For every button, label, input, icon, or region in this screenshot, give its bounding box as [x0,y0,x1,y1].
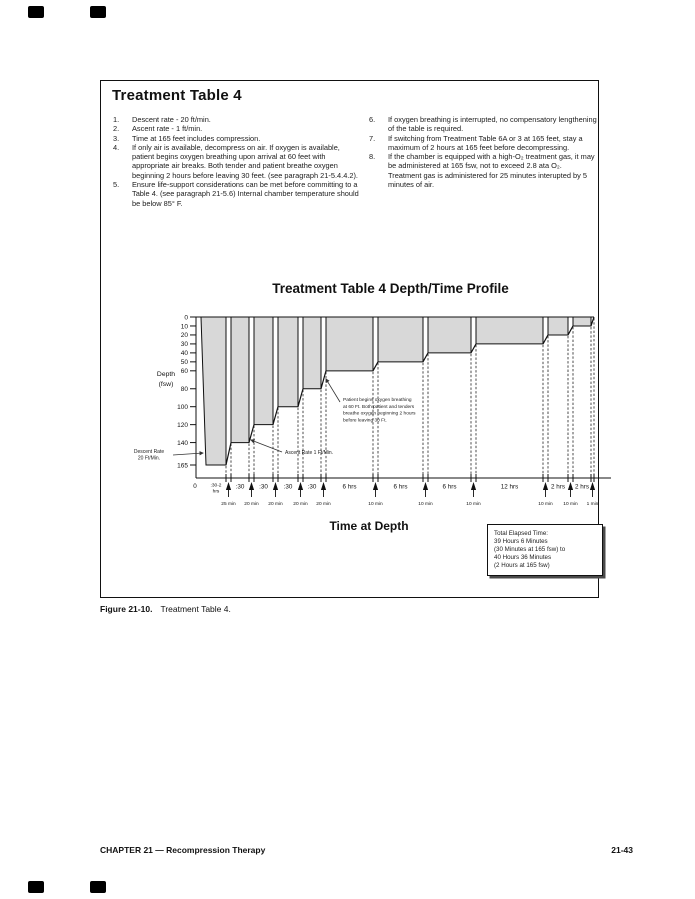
time-at-depth-label: :30 [235,483,245,491]
footer-page-number: 21-43 [611,845,633,855]
depth-segment-60fsw [326,317,373,371]
oxygen-note: Patient begins oxygen breathing [343,398,412,403]
note-number: 6. [369,115,376,124]
depth-axis-ticks [177,314,196,469]
depth-segment-20fsw [548,317,568,335]
note-number: 3. [113,133,120,143]
depth-axis-title-line: (fsw) [158,381,174,388]
depth-tick-label: 165 [177,462,188,470]
note-item [369,115,597,134]
time-at-depth-label: hrs [212,489,220,495]
depth-segment-80fsw [303,317,321,389]
note-number: 2. [113,124,120,134]
time-at-depth-label: :30 [259,483,268,491]
depth-segment-165fsw [201,317,226,465]
depth-segment-140fsw [231,317,249,443]
time-at-depth-label: :30-2 [210,483,222,489]
note-item [369,134,597,153]
scan-mark [28,6,44,18]
time-at-depth-label: 6 hrs [442,483,457,491]
note-text: If oxygen breathing is interrupted, no compensatory lengthening of the table is required. [388,115,597,134]
time-at-depth-label: 2 hrs [551,483,565,491]
figure-caption-label: Figure 21-10. [100,604,153,614]
descent-rate-note: 20 Ft/Min. [137,455,161,462]
depth-tick-label: 20 [180,332,188,340]
ascent-arrow [423,482,428,490]
ascent-arrow [373,482,378,490]
ascent-arrow [568,482,573,490]
depth-tick-label: 120 [177,421,188,429]
note-text: If the chamber is equipped with a high-O₂ treatment gas, it may be administered at 165 fsw, not to exceed 2.8 ata O₂. Treatment gas is administered for 25 minutes interupted by 5 minutes of air. [388,152,595,190]
ascent-time-label: 20 min [293,502,308,507]
time-axis-title [329,519,408,533]
ascent-time-label: 10 min [466,502,481,507]
ascent-time-label: 20 min [316,502,331,507]
profile-area [201,317,591,465]
ascent-time-label: 10 min [563,502,578,507]
depth-tick-label: 10 [180,323,188,331]
ascent-arrow [273,482,278,490]
page-footer [100,845,633,855]
depth-segment-40fsw [428,317,471,353]
ascent-time-label: 10 min [538,502,553,507]
ascent-time-label: 10 min [368,502,383,507]
footer-chapter-title: CHAPTER 21 — Recompression Therapy [100,845,266,855]
figure-caption-text: Treatment Table 4. [160,604,231,614]
note-text: Time at 165 feet includes compression. [132,133,261,143]
ascent-arrow [249,482,254,490]
ascent-arrow [590,482,595,490]
ascent-time-label: 1 min [586,502,599,507]
note-text: Descent rate - 20 ft/min. [132,115,211,124]
total-elapsed-time-box [487,524,603,576]
time-at-depth-label: 6 hrs [342,483,357,491]
depth-tick-label: 140 [177,439,188,447]
annotations [134,379,416,462]
elapsed-line: 40 Hours 36 Minutes [494,554,552,561]
depth-tick-label: 40 [180,350,188,358]
figure-caption [100,604,231,614]
note-number: 8. [369,152,376,162]
scan-mark [28,881,44,893]
ascent-time-label: 20 min [268,502,283,507]
elapsed-line: (2 Hours at 165 fsw) [494,562,550,569]
oxygen-note: breathe oxygen beginning 2 hours [343,411,416,417]
depth-axis-title-line: Depth [156,371,176,378]
ascent-time-label: 10 min [418,502,433,507]
figure-box-title: Treatment Table 4 [112,87,242,104]
ascent-time-label: 25 min [221,502,236,507]
ascent-time-label: 20 min [244,502,259,507]
chart-title: Treatment Table 4 Depth/Time Profile [272,281,509,296]
time-at-depth-label: 2 hrs [575,483,589,491]
ascent-arrow [471,482,476,490]
note-item [113,134,363,143]
scan-mark [90,6,106,18]
elapsed-line: 39 Hours 6 Minutes [494,538,548,545]
ascent-arrow [226,482,231,490]
depth-segment-50fsw [378,317,423,362]
depth-segment-10fsw [573,317,591,326]
depth-axis-title [157,371,175,388]
depth-tick-label: 80 [180,386,188,394]
notes-left-column [113,115,363,208]
note-item [369,152,597,189]
depth-tick-label: 100 [177,403,188,411]
note-text: If only air is available, decompress on air. If oxygen is available, patient begins oxygen breathing upon arrival at 60 feet with appropriate air breaks. Both tender and patient breathe oxygen beginning 2 hours before leaving 30 feet. (see paragraph 21-5.4.4.2). [132,142,358,180]
note-text: If switching from Treatment Table 6A or 3 at 165 feet, stay a maximum of 2 hours at 165 feet before decompressing. [388,133,583,152]
note-item [113,124,363,133]
notes-right-column [369,115,597,189]
elapsed-line: (30 Minutes at 165 fsw) to [494,546,566,553]
descent-rate-note: Descent Rate [133,449,165,455]
note-text: Ensure life-support considerations can be met before committing to a Table 4. (see paragraph 21-5.6) Internal chamber temperature should be below 85° F. [132,180,359,208]
scan-mark [90,881,106,893]
oxygen-note: before leaving 30 Ft. [343,418,387,424]
elapsed-line: Total Elapsed Time: [494,530,548,537]
note-text: Ascent rate - 1 ft/min. [132,124,203,134]
time-at-depth-label: 12 hrs [500,483,519,491]
depth-tick-label: 0 [184,314,188,322]
ascent-rate-note: Ascent Rate 1 Ft/Min. [285,450,334,456]
depth-segment-120fsw [254,317,273,425]
note-item [113,115,363,124]
ascent-arrow [298,482,303,490]
oxygen-note: at 60 Ft. Both patient and tenders [343,404,415,410]
treatment-table-figure-box [100,80,599,598]
time-at-depth-label: :30 [307,483,317,491]
time-at-depth-label: 6 hrs [393,483,408,491]
depth-tick-label: 60 [180,368,188,376]
time-axis-title: Time at Depth [329,519,409,533]
note-item [113,143,363,180]
ascent-arrow [321,482,326,490]
note-number: 4. [113,142,120,152]
note-number: 5. [113,180,120,190]
time-at-depth-label: :30 [283,483,293,491]
depth-segment-100fsw [278,317,298,407]
depth-segment-30fsw [476,317,543,344]
depth-tick-label: 30 [180,341,188,349]
note-number: 1. [113,115,120,124]
depth-tick-label: 50 [180,359,188,367]
note-item [113,180,363,208]
time-origin-label: 0 [193,483,197,490]
note-number: 7. [369,133,376,143]
ascent-arrow [543,482,548,490]
